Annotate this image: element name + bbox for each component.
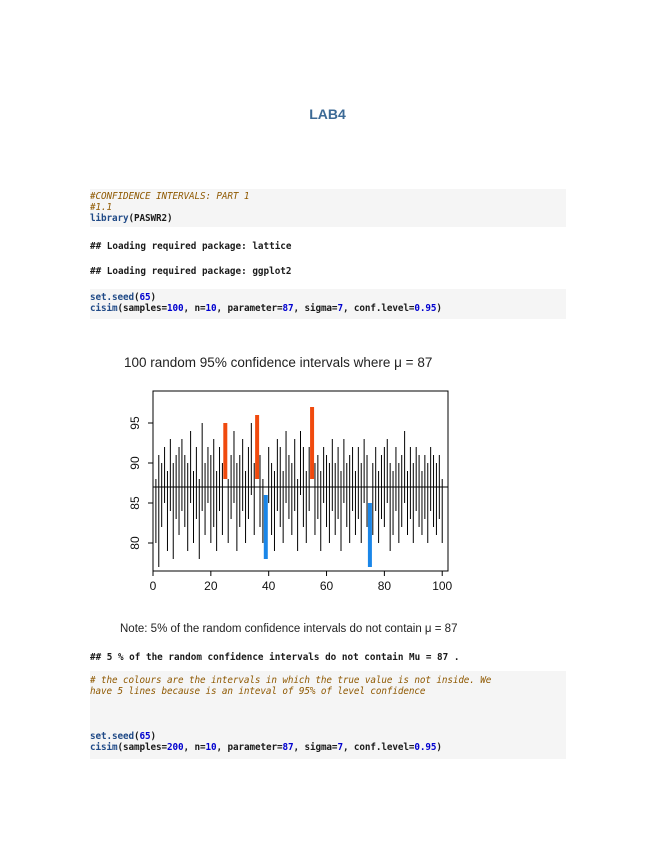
y-tick-label: 90 (128, 456, 142, 470)
code-line-library (90, 213, 566, 224)
chart-title: 100 random 95% confidence intervals where μ = 87 (124, 355, 433, 370)
code-punct: ( (133, 292, 140, 303)
code-punct: ) (150, 731, 156, 742)
code-number: 0.95 (414, 303, 437, 314)
code-number: 87 (282, 303, 294, 314)
y-tick-label: 85 (128, 496, 142, 510)
console-output: ## Loading required package: lattice (90, 241, 292, 252)
code-arg: , parameter= (216, 742, 283, 753)
code-number: 0.95 (414, 742, 437, 753)
code-number: 7 (337, 742, 343, 753)
code-comment: #CONFIDENCE INTERVALS: PART 1 (90, 191, 250, 202)
code-arg: , n= (183, 303, 206, 314)
x-tick-label: 100 (432, 579, 453, 593)
code-number: 65 (139, 731, 151, 742)
code-comment: # the colours are the intervals in which the true value is not inside. We (90, 675, 492, 686)
code-arg: , n= (183, 742, 206, 753)
page-title: LAB4 (309, 106, 346, 122)
code-function: cisim (90, 742, 118, 753)
code-punct: ( (133, 731, 140, 742)
code-number: 65 (139, 292, 151, 303)
code-block-3 (90, 671, 566, 759)
code-block-1 (90, 189, 566, 227)
console-output: ## 5 % of the random confidence intervals do not contain Mu = 87 . (90, 652, 460, 663)
code-arg: , sigma= (293, 742, 338, 753)
code-arg: , sigma= (293, 303, 338, 314)
y-tick-label: 80 (128, 536, 142, 550)
code-arg: , conf.level= (342, 303, 415, 314)
code-block-2 (90, 289, 566, 319)
code-number: 10 (205, 303, 217, 314)
plot-area (128, 391, 453, 593)
code-function: cisim (90, 303, 118, 314)
x-tick-label: 60 (319, 579, 334, 593)
code-punct: ) (436, 303, 442, 314)
code-line-cisim (90, 303, 566, 314)
x-tick-label: 40 (262, 579, 276, 593)
code-function: set.seed (90, 731, 134, 742)
confidence-interval-chart (108, 345, 508, 645)
code-comment: #1.1 (90, 202, 112, 213)
code-arg: , parameter= (216, 303, 283, 314)
code-number: 100 (166, 303, 184, 314)
code-function: set.seed (90, 292, 134, 303)
code-punct: ) (150, 292, 156, 303)
code-arg: , conf.level= (342, 742, 415, 753)
console-output: ## Loading required package: ggplot2 (90, 266, 292, 277)
code-arg: (samples= (117, 742, 167, 753)
code-number: 200 (166, 742, 184, 753)
code-arg: (PASWR2) (128, 213, 173, 224)
chart-note: Note: 5% of the random confidence intervals do not contain μ = 87 (120, 623, 458, 635)
code-comment: have 5 lines because is an inteval of 95% of level confidence (90, 686, 426, 697)
code-number: 7 (337, 303, 343, 314)
x-tick-label: 0 (149, 579, 157, 593)
x-tick-label: 80 (377, 579, 392, 593)
code-arg: (samples= (117, 303, 167, 314)
x-tick-label: 20 (204, 579, 218, 593)
code-line-cisim (90, 742, 566, 753)
code-punct: ) (436, 742, 442, 753)
y-tick-label: 95 (128, 416, 142, 430)
code-number: 10 (205, 742, 217, 753)
code-line-seed (90, 731, 566, 742)
code-line-seed (90, 292, 566, 303)
code-function: library (90, 213, 129, 224)
code-number: 87 (282, 742, 294, 753)
